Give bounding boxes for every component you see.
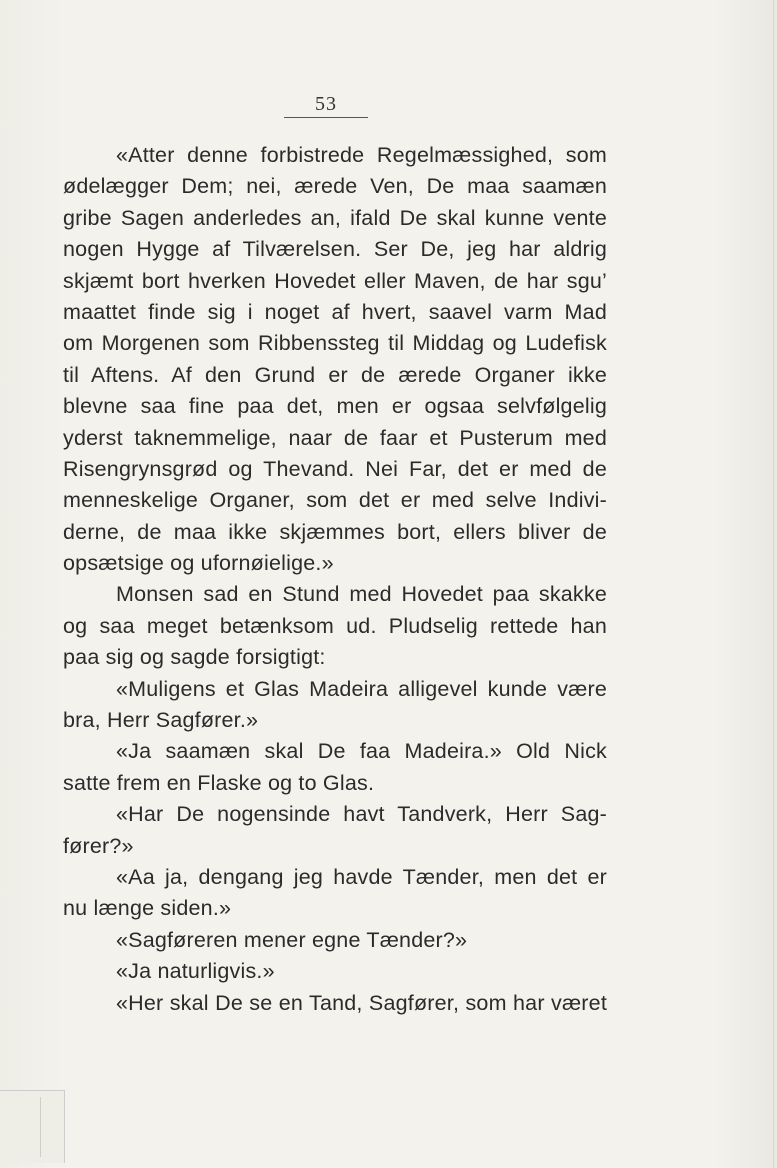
text-line: paa sig og sagde forsigtigt: <box>63 645 326 670</box>
page-edge <box>773 0 774 1168</box>
text-line: fører?» <box>63 833 134 858</box>
text-line: satte frem en Flaske og to Glas. <box>63 770 375 795</box>
text-line: ødelægger Dem; nei, ærede Ven, De maa saamæn <box>63 174 607 199</box>
text-line: nu længe siden.» <box>63 896 232 921</box>
text-line: «Har De nogensinde havt Tandverk, Herr Sag- <box>116 802 607 827</box>
text-line: Risengrynsgrød og Thevand. Nei Far, det er med de <box>63 456 607 481</box>
text-line: «Aa ja, dengang jeg havde Tænder, men det er <box>116 864 607 889</box>
text-line: «Ja saamæn skal De faa Madeira.» Old Nick <box>116 739 607 764</box>
text-line: «Ja naturligvis.» <box>116 959 275 984</box>
text-line: om Morgenen som Ribbenssteg til Middag og Ludefisk <box>63 331 607 356</box>
margin-mark <box>0 1090 65 1163</box>
text-line: blevne saa fine paa det, men er ogsaa selvfølgelig <box>63 394 607 419</box>
text-line: yderst taknemmelige, naar de faar et Pusterum med <box>63 425 607 450</box>
text-line: menneskelige Organer, som det er med selve Indivi- <box>63 488 607 513</box>
text-line: bra, Herr Sagfører.» <box>63 708 259 733</box>
text-line: nogen Hygge af Tilværelsen. Ser De, jeg har aldrig <box>63 237 607 262</box>
text-line: maattet finde sig i noget af hvert, saavel varm Mad <box>63 299 607 324</box>
text-line: «Atter denne forbistrede Regelmæssighed, som <box>116 143 607 167</box>
text-line: gribe Sagen anderledes an, ifald De skal kunne vente <box>63 205 607 230</box>
page-number: 53 <box>284 92 368 118</box>
text-line: Monsen sad en Stund med Hovedet paa skakke <box>116 582 607 607</box>
text-line: skjæmt bort hverken Hovedet eller Maven, de har sgu’ <box>63 268 607 293</box>
text-line: til Aftens. Af den Grund er de ærede Organer ikke <box>63 362 607 387</box>
text-line: derne, de maa ikke skjæmmes bort, ellers bliver de <box>63 519 607 544</box>
text-line: «Sagføreren mener egne Tænder?» <box>116 927 468 952</box>
text-line: opsætsige og ufornøielige.» <box>63 551 334 576</box>
body-text <box>63 140 607 1019</box>
text-line: «Muligens et Glas Madeira alligevel kunde være <box>116 676 607 701</box>
text-line: «Her skal De se en Tand, Sagfører, som har været <box>116 990 607 1015</box>
text-line: og saa meget betænksom ud. Pludselig rettede han <box>63 613 607 638</box>
